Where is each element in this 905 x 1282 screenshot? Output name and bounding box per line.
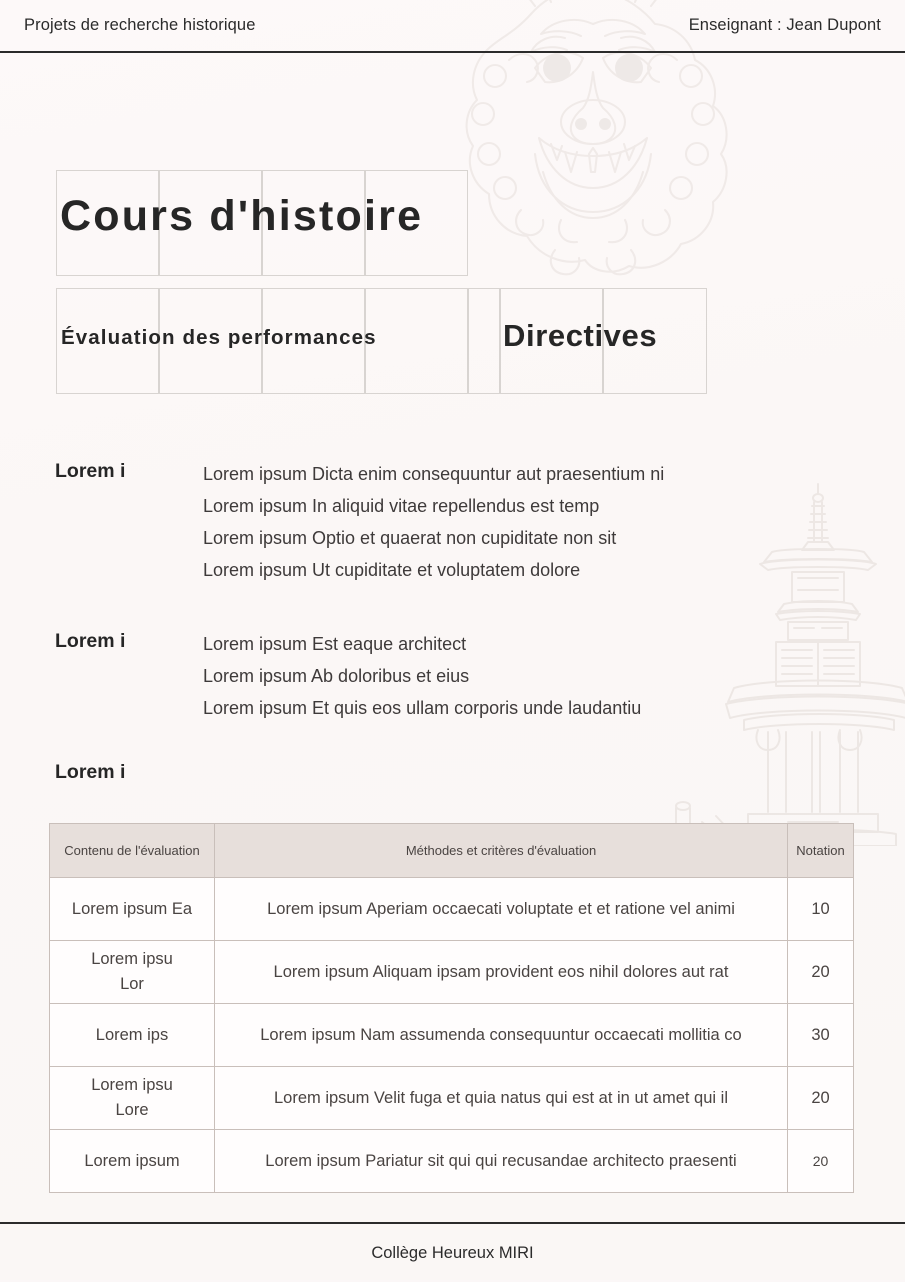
header-teacher-label: Enseignant : Jean Dupont xyxy=(688,16,881,34)
section-line: Lorem ipsum Ut cupiditate et voluptatem dolore xyxy=(203,560,581,580)
subtitle-directives: Directives xyxy=(503,318,658,353)
section-line: Lorem ipsum Dicta enim consequuntur aut praesentium ni xyxy=(203,464,665,484)
page-title: Cours d'histoire xyxy=(60,192,424,240)
cell-score: 20 xyxy=(788,1130,854,1193)
evaluation-table xyxy=(49,823,854,1193)
document-header xyxy=(0,0,905,53)
table-row xyxy=(50,1130,854,1193)
cell-content: Lorem ipsu Lore xyxy=(50,1067,215,1130)
cell-content: Lorem ips xyxy=(50,1004,215,1067)
cell-content: Lorem ipsu Lor xyxy=(50,941,215,1004)
cell-score: 20 xyxy=(788,1067,854,1130)
section-line: Lorem ipsum Est eaque architect xyxy=(203,634,467,654)
cell-content: Lorem ipsum Ea xyxy=(50,878,215,941)
header-course-label: Projets de recherche historique xyxy=(24,16,256,34)
section-line: Lorem ipsum In aliquid vitae repellendus est temp xyxy=(203,496,600,516)
table-header-methods: Méthodes et critères d'évaluation xyxy=(215,824,788,878)
cell-methods: Lorem ipsum Pariatur sit qui qui recusandae architecto praesenti xyxy=(215,1130,788,1193)
table-row xyxy=(50,1004,854,1067)
cell-methods: Lorem ipsum Aperiam occaecati voluptate et et ratione vel animi xyxy=(215,878,788,941)
cell-score: 10 xyxy=(788,878,854,941)
table-header-row xyxy=(50,824,854,878)
section-2-label: Lorem i xyxy=(55,630,126,652)
subtitle-grid-cell-narrow xyxy=(468,288,500,394)
section-1-lines xyxy=(203,458,845,586)
cell-score: 30 xyxy=(788,1004,854,1067)
section-line: Lorem ipsum Et quis eos ullam corporis unde laudantiu xyxy=(203,698,642,718)
table-header-content: Contenu de l'évaluation xyxy=(50,824,215,878)
subtitle-grid-cell xyxy=(365,288,468,394)
section-2-lines xyxy=(203,628,845,724)
document-footer xyxy=(0,1222,905,1282)
cell-content: Lorem ipsum xyxy=(50,1130,215,1193)
section-3-label: Lorem i xyxy=(55,761,126,783)
table-row xyxy=(50,941,854,1004)
content-section-1 xyxy=(55,458,845,586)
table-row xyxy=(50,1067,854,1130)
section-line: Lorem ipsum Optio et quaerat non cupiditate non sit xyxy=(203,528,617,548)
subtitle-evaluation: Évaluation des performances xyxy=(61,326,377,349)
table-header-score: Notation xyxy=(788,824,854,878)
cell-methods: Lorem ipsum Nam assumenda consequuntur occaecati mollitia co xyxy=(215,1004,788,1067)
cell-methods: Lorem ipsum Velit fuga et quia natus qui est at in ut amet qui il xyxy=(215,1067,788,1130)
footer-school-name: Collège Heureux MIRI xyxy=(371,1243,534,1262)
content-section-2 xyxy=(55,628,845,724)
cell-methods: Lorem ipsum Aliquam ipsam provident eos nihil dolores aut rat xyxy=(215,941,788,1004)
section-1-label: Lorem i xyxy=(55,460,126,482)
table-row xyxy=(50,878,854,941)
section-line: Lorem ipsum Ab doloribus et eius xyxy=(203,666,470,686)
cell-score: 20 xyxy=(788,941,854,1004)
